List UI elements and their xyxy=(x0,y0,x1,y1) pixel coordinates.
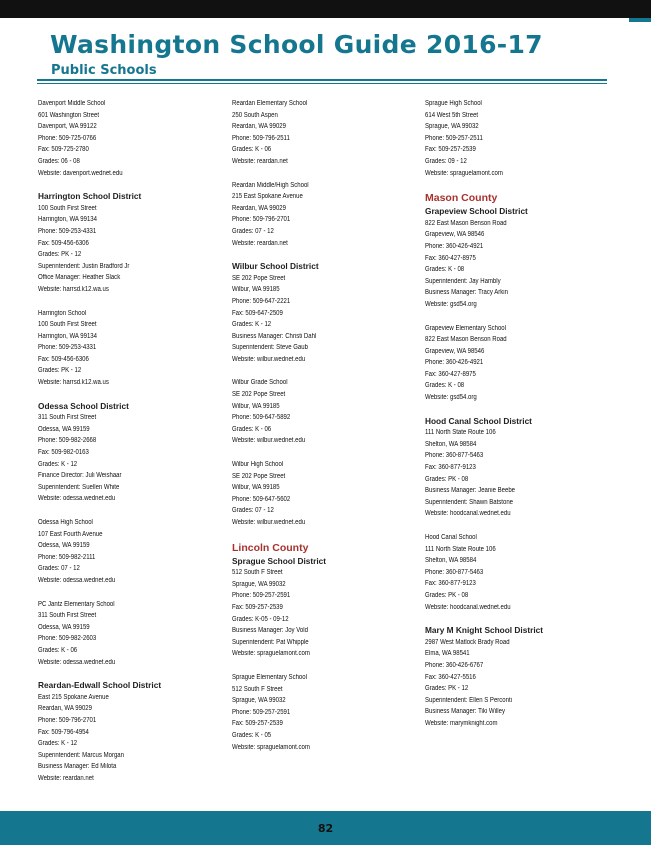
entry-line: Grades: K - 12 xyxy=(38,460,78,468)
entry-line: Wilbur, WA 99185 xyxy=(232,484,280,492)
entry-line: Business Manager: Tracy Arkin xyxy=(425,289,508,297)
entry-line: Grades: 07 - 12 xyxy=(232,507,274,515)
entry-line: Phone: 509-725-0766 xyxy=(38,134,97,142)
entry-line: Superintendent: Jay Hambly xyxy=(425,277,501,285)
entry-line: Wilbur, WA 99185 xyxy=(232,286,280,294)
website-line: Website: gsd54.org xyxy=(425,300,477,308)
website-line: Website: harrsd.k12.wa.us xyxy=(38,285,109,293)
entry-line: Business Manager: Tiki Willey xyxy=(425,708,505,716)
entry-line: Phone: 509-982-2603 xyxy=(38,635,97,643)
entry-line: Sprague Elementary School xyxy=(232,673,307,681)
website-line: Website: reardan.net xyxy=(232,239,288,247)
school-entry xyxy=(38,599,218,669)
school-entry xyxy=(425,532,605,613)
entry-line: Superintendent: Pat Whipple xyxy=(232,638,309,646)
county-heading: Mason County xyxy=(425,192,498,205)
entry-line: Shelton, WA 98584 xyxy=(425,557,477,565)
entry-line: Harrington, WA 99134 xyxy=(38,332,98,340)
entry-line: Grades: K - 06 xyxy=(232,425,272,433)
district-entry xyxy=(425,191,605,310)
entry-line: Grades: K - 08 xyxy=(425,382,465,390)
entry-line: Harrington School xyxy=(38,309,87,317)
entry-line: Reardan, WA 99029 xyxy=(232,204,286,212)
district-heading: Odessa School District xyxy=(38,400,129,411)
header-rule xyxy=(37,79,607,81)
district-heading: Wilbur School District xyxy=(232,261,319,272)
entry-line: 2987 West Matlock Brady Road xyxy=(425,638,510,646)
entry-line: Phone: 509-253-4331 xyxy=(38,344,97,352)
entry-line: 311 South First Street xyxy=(38,414,97,422)
entry-line: Phone: 509-647-2221 xyxy=(232,297,291,305)
entry-line: Phone: 360-426-4921 xyxy=(425,242,484,250)
entry-line: Grades: K - 05 xyxy=(232,731,272,739)
entry-line: Business Manager: Jeanie Beebe xyxy=(425,487,516,495)
entry-line: Grapeview, WA 98546 xyxy=(425,231,485,239)
entry-line: Fax: 360-427-8975 xyxy=(425,370,476,378)
entry-line: Fax: 509-456-6306 xyxy=(38,239,89,247)
entry-line: SE 202 Pope Street xyxy=(232,274,286,282)
website-line: Website: davenport.wednet.edu xyxy=(38,169,123,177)
school-entry xyxy=(38,517,218,587)
entry-line: SE 202 Pope Street xyxy=(232,472,286,480)
entry-line: Fax: 360-427-8975 xyxy=(425,254,476,262)
school-entry xyxy=(232,98,412,168)
website-line: Website: odessa.wednet.edu xyxy=(38,658,116,666)
entry-line: 100 South First Street xyxy=(38,204,97,212)
entry-line: Odessa, WA 99159 xyxy=(38,623,90,631)
entry-line: 311 South First Street xyxy=(38,612,97,620)
district-entry xyxy=(232,541,412,660)
entry-line: Grades: K - 06 xyxy=(38,646,78,654)
entry-line: Sprague, WA 99032 xyxy=(232,697,286,705)
website-line: Website: wilbur.wednet.edu xyxy=(232,519,306,526)
page-title: Washington School Guide 2016-17 xyxy=(50,30,543,59)
website-line: Website: wilbur.wednet.edu xyxy=(232,437,306,445)
entry-line: Phone: 360-877-5463 xyxy=(425,452,484,460)
entry-line: Sprague, WA 99032 xyxy=(232,580,286,588)
column-2 xyxy=(232,98,412,765)
entry-line: Grapeview, WA 98546 xyxy=(425,347,485,355)
entry-line: Phone: 509-257-2591 xyxy=(232,708,291,716)
entry-line: Superintendent: Marcus Morgan xyxy=(38,751,124,759)
entry-line: 614 West 5th Street xyxy=(425,111,479,119)
entry-line: Wilbur, WA 99185 xyxy=(232,402,280,410)
school-entry xyxy=(232,672,412,753)
column-1 xyxy=(38,98,218,796)
website-line: Website: hoodcanal.wednet.edu xyxy=(425,603,511,611)
entry-line: Fax: 509-257-2539 xyxy=(232,720,283,728)
entry-line: Superintendent: Suellen White xyxy=(38,483,120,491)
entry-line: Business Manager: Ed Milota xyxy=(38,763,117,771)
school-entry xyxy=(38,308,218,389)
county-heading: Lincoln County xyxy=(232,541,309,554)
entry-line: Phone: 509-647-5892 xyxy=(232,414,291,422)
district-entry xyxy=(38,680,218,784)
school-entry xyxy=(232,377,412,447)
entry-line: Phone: 509-257-2511 xyxy=(425,134,483,142)
district-entry xyxy=(425,416,605,520)
entry-line: Wilbur High School xyxy=(232,461,284,469)
column-3 xyxy=(425,98,605,742)
entry-line: Shelton, WA 98584 xyxy=(425,440,477,448)
district-entry xyxy=(38,401,218,505)
entry-line: PC Jantz Elementary School xyxy=(38,600,115,608)
entry-line: Grades: PK - 12 xyxy=(38,367,82,375)
entry-line: 822 East Mason Benson Road xyxy=(425,219,507,227)
entry-line: Grades: PK - 12 xyxy=(425,685,469,693)
website-line: Website: hoodcanal.wednet.edu xyxy=(425,510,511,518)
entry-line: Grades: 07 - 12 xyxy=(232,227,274,235)
entry-line: Phone: 509-257-2591 xyxy=(232,592,291,600)
school-entry xyxy=(425,323,605,404)
entry-line: Phone: 509-647-5602 xyxy=(232,495,291,503)
entry-line: Grapeview Elementary School xyxy=(425,324,506,332)
website-line: Website: spraguelamont.com xyxy=(232,650,310,658)
entry-line: Davenport Middle School xyxy=(38,100,106,107)
entry-line: Reardan, WA 99029 xyxy=(38,705,92,713)
entry-line: Grades: K - 12 xyxy=(38,740,78,748)
entry-line: Fax: 360-877-9123 xyxy=(425,580,476,588)
website-line: Website: odessa.wednet.edu xyxy=(38,495,116,503)
entry-line: Grades: PK - 08 xyxy=(425,591,469,599)
entry-line: Fax: 509-982-0163 xyxy=(38,449,89,457)
entry-line: Fax: 509-725-2780 xyxy=(38,146,89,154)
district-heading: Reardan-Edwall School District xyxy=(38,680,162,691)
entry-line: 601 Washington Street xyxy=(38,111,100,119)
entry-line: Phone: 360-426-4921 xyxy=(425,359,484,367)
entry-line: Finance Director: Juli Weishaar xyxy=(38,472,122,480)
entry-line: Phone: 509-796-2701 xyxy=(232,216,291,224)
entry-line: Elma, WA 98541 xyxy=(425,650,470,658)
district-entry xyxy=(232,261,412,365)
entry-line: Grades: PK - 12 xyxy=(38,251,82,259)
entry-line: Superintendent: Ellen S Perconti xyxy=(425,696,513,704)
entry-line: Odessa High School xyxy=(38,519,93,526)
district-heading: Grapeview School District xyxy=(425,206,528,217)
entry-line: Fax: 509-796-4954 xyxy=(38,728,89,736)
entry-line: Phone: 509-982-2111 xyxy=(38,553,96,561)
entry-line: Phone: 509-253-4331 xyxy=(38,227,97,235)
entry-line: Sprague, WA 99032 xyxy=(425,123,479,131)
entry-line: Business Manager: Christi Dahl xyxy=(232,332,317,340)
district-heading: Sprague School District xyxy=(232,555,327,566)
school-entry xyxy=(38,98,218,179)
entry-line: Sprague High School xyxy=(425,100,482,107)
entry-line: 111 North State Route 106 xyxy=(425,545,496,553)
entry-line: Reardan Middle/High School xyxy=(232,181,309,189)
entry-line: 111 North State Route 106 xyxy=(425,429,496,437)
entry-line: Superintendent: Shawn Batstone xyxy=(425,498,514,506)
school-entry xyxy=(425,98,605,179)
website-line: Website: reardan.net xyxy=(38,774,94,782)
entry-line: Hood Canal School xyxy=(425,534,477,541)
entry-line: SE 202 Pope Street xyxy=(232,391,286,399)
entry-line: Business Manager: Joy Vold xyxy=(232,627,308,635)
entry-line: Davenport, WA 99122 xyxy=(38,123,97,131)
entry-line: Phone: 509-796-2701 xyxy=(38,716,97,724)
entry-line: Grades: 07 - 12 xyxy=(38,565,80,573)
entry-line: East 215 Spokane Avenue xyxy=(38,693,109,701)
entry-line: Phone: 360-877-5463 xyxy=(425,568,484,576)
entry-line: Reardan Elementary School xyxy=(232,100,308,107)
top-accent-bar xyxy=(629,18,651,22)
website-line: Website: spraguelamont.com xyxy=(425,169,503,177)
entry-line: Phone: 509-796-2511 xyxy=(232,134,290,142)
entry-line: Wilbur Grade School xyxy=(232,379,288,387)
entry-line: Grades: K-05 - 09-12 xyxy=(232,615,289,623)
entry-line: Fax: 509-647-2509 xyxy=(232,309,283,317)
website-line: Website: harrsd.k12.wa.us xyxy=(38,379,109,387)
page-number: 82 xyxy=(317,822,334,835)
entry-line: 822 East Mason Benson Road xyxy=(425,336,507,344)
entry-line: Grades: 09 - 12 xyxy=(425,157,467,165)
website-line: Website: wilbur.wednet.edu xyxy=(232,355,306,363)
entry-line: Phone: 360-426-6767 xyxy=(425,661,484,669)
entry-line: Odessa, WA 99159 xyxy=(38,425,90,433)
district-entry xyxy=(38,191,218,295)
entry-line: 250 South Aspen xyxy=(232,111,278,119)
entry-line: Office Manager: Heather Slack xyxy=(38,274,121,282)
district-heading: Hood Canal School District xyxy=(425,415,532,426)
header-rule-thin xyxy=(37,83,607,84)
entry-line: Grades: PK - 08 xyxy=(425,475,469,483)
entry-line: 215 East Spokane Avenue xyxy=(232,193,303,201)
entry-line: Fax: 360-427-5516 xyxy=(425,673,476,681)
entry-line: Superintendent: Justin Bradford Jr xyxy=(38,262,130,270)
school-entry xyxy=(232,180,412,250)
website-line: Website: marymknight.com xyxy=(425,719,498,727)
district-heading: Harrington School District xyxy=(38,191,142,202)
entry-line: Superintendent: Steve Gaub xyxy=(232,344,308,352)
entry-line: Grades: K - 12 xyxy=(232,321,272,329)
entry-line: Grades: K - 06 xyxy=(232,146,272,154)
entry-line: Odessa, WA 99159 xyxy=(38,542,90,550)
website-line: Website: reardan.net xyxy=(232,157,288,165)
entry-line: Reardan, WA 99029 xyxy=(232,123,286,131)
entry-line: Fax: 360-877-9123 xyxy=(425,464,476,472)
entry-line: 100 South First Street xyxy=(38,321,97,329)
entry-line: Phone: 509-982-2668 xyxy=(38,437,97,445)
entry-line: Fax: 509-257-2539 xyxy=(232,603,283,611)
school-entry xyxy=(232,459,412,529)
district-entry xyxy=(425,625,605,729)
page-subtitle: Public Schools xyxy=(51,63,157,78)
entry-line: Grades: K - 08 xyxy=(425,266,465,274)
website-line: Website: spraguelamont.com xyxy=(232,743,310,751)
entry-line: 107 East Fourth Avenue xyxy=(38,530,103,538)
website-line: Website: gsd54.org xyxy=(425,394,477,402)
district-heading: Mary M Knight School District xyxy=(425,625,544,636)
entry-line: Fax: 509-456-6306 xyxy=(38,355,89,363)
entry-line: 512 South F Street xyxy=(232,685,283,693)
website-line: Website: odessa.wednet.edu xyxy=(38,576,116,584)
entry-line: Grades: 06 - 08 xyxy=(38,157,80,165)
entry-line: Harrington, WA 99134 xyxy=(38,216,98,224)
entry-line: 512 South F Street xyxy=(232,569,283,577)
entry-line: Fax: 509-257-2539 xyxy=(425,146,476,154)
top-bar xyxy=(0,0,651,18)
